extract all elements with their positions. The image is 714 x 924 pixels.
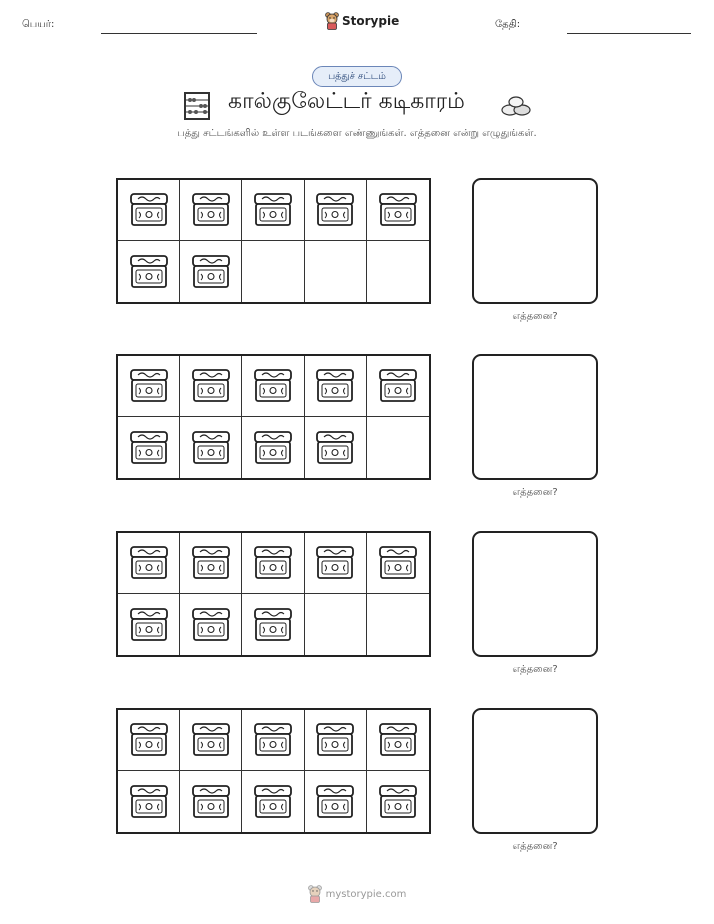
footer-url: mystorypie.com	[325, 888, 407, 900]
treasure-box-icon	[252, 544, 294, 582]
answer-box-1[interactable]	[472, 178, 598, 304]
treasure-box-icon	[377, 544, 419, 582]
frame-cell	[305, 241, 367, 302]
treasure-box-icon	[128, 429, 170, 467]
abacus-icon	[183, 91, 211, 121]
treasure-box-icon	[377, 367, 419, 405]
treasure-box-icon	[314, 544, 356, 582]
treasure-box-icon	[377, 721, 419, 759]
frame-cell	[305, 771, 367, 832]
instructions: பத்து சட்டங்களில் உள்ள படங்களை எண்ணுங்கள். எத்தனை என்று எழுதுங்கள்.	[177, 128, 537, 139]
treasure-box-icon	[377, 191, 419, 229]
answer-label-1: எத்தனை?	[512, 311, 558, 322]
treasure-box-icon	[190, 783, 232, 821]
frame-cell	[242, 417, 304, 478]
frame-cell	[367, 594, 429, 655]
answer-label-2: எத்தனை?	[512, 487, 558, 498]
frame-cell	[242, 180, 304, 241]
frame-cell	[305, 356, 367, 417]
treasure-box-icon	[128, 721, 170, 759]
frame-cell	[118, 771, 180, 832]
treasure-box-icon	[252, 606, 294, 644]
treasure-box-icon	[314, 783, 356, 821]
frame-cell	[305, 417, 367, 478]
treasure-box-icon	[252, 367, 294, 405]
treasure-box-icon	[190, 429, 232, 467]
frame-cell	[118, 594, 180, 655]
answer-label-3: எத்தனை?	[512, 664, 558, 675]
answer-box-3[interactable]	[472, 531, 598, 657]
treasure-box-icon	[314, 429, 356, 467]
pebbles-icon	[500, 93, 532, 117]
treasure-box-icon	[128, 191, 170, 229]
frame-cell	[118, 533, 180, 594]
frame-cell	[180, 594, 242, 655]
frame-cell	[242, 710, 304, 771]
frame-cell	[118, 710, 180, 771]
treasure-box-icon	[252, 783, 294, 821]
treasure-box-icon	[128, 606, 170, 644]
answer-label-4: எத்தனை?	[512, 841, 558, 852]
treasure-box-icon	[190, 544, 232, 582]
treasure-box-icon	[128, 783, 170, 821]
treasure-box-icon	[128, 544, 170, 582]
name-label: பெயர்:	[22, 19, 55, 30]
title-row	[0, 89, 714, 123]
frame-cell	[180, 710, 242, 771]
frame-cell	[242, 771, 304, 832]
frame-cell	[305, 594, 367, 655]
treasure-box-icon	[190, 721, 232, 759]
frame-cell	[367, 710, 429, 771]
treasure-box-icon	[190, 367, 232, 405]
frame-cell	[118, 417, 180, 478]
frame-cell	[305, 533, 367, 594]
frame-cell	[305, 710, 367, 771]
frame-cell	[367, 241, 429, 302]
ten-frame-4	[116, 708, 431, 834]
frame-cell	[305, 180, 367, 241]
frame-cell	[118, 241, 180, 302]
frame-cell	[180, 241, 242, 302]
topic-badge: பத்துச் சட்டம்	[312, 66, 402, 87]
treasure-box-icon	[252, 191, 294, 229]
answer-box-2[interactable]	[472, 354, 598, 480]
treasure-box-icon	[190, 253, 232, 291]
frame-cell	[180, 180, 242, 241]
ten-frame-2	[116, 354, 431, 480]
treasure-box-icon	[314, 721, 356, 759]
treasure-box-icon	[128, 367, 170, 405]
frame-cell	[180, 417, 242, 478]
frame-cell	[367, 180, 429, 241]
treasure-box-icon	[314, 191, 356, 229]
frame-cell	[180, 771, 242, 832]
frame-cell	[367, 356, 429, 417]
frame-cell	[367, 771, 429, 832]
date-field[interactable]	[567, 33, 691, 34]
answer-box-4[interactable]	[472, 708, 598, 834]
worksheet-title: கால்குலேட்டர் கடிகாரம்	[228, 89, 465, 114]
treasure-box-icon	[314, 367, 356, 405]
treasure-box-icon	[190, 191, 232, 229]
brand-name: Storypie	[342, 14, 400, 28]
bear-mascot-icon	[325, 12, 339, 30]
frame-cell	[367, 533, 429, 594]
treasure-box-icon	[128, 253, 170, 291]
frame-cell	[242, 356, 304, 417]
frame-cell	[367, 417, 429, 478]
frame-cell	[118, 356, 180, 417]
frame-cell	[242, 241, 304, 302]
frame-cell	[180, 533, 242, 594]
treasure-box-icon	[190, 606, 232, 644]
bear-mascot-icon	[308, 885, 322, 903]
frame-cell	[242, 594, 304, 655]
ten-frame-3	[116, 531, 431, 657]
date-label: தேதி:	[495, 19, 521, 30]
treasure-box-icon	[377, 783, 419, 821]
frame-cell	[118, 180, 180, 241]
ten-frame-1	[116, 178, 431, 304]
footer	[0, 885, 714, 903]
storypie-logo	[325, 12, 399, 30]
frame-cell	[180, 356, 242, 417]
treasure-box-icon	[252, 429, 294, 467]
frame-cell	[242, 533, 304, 594]
treasure-box-icon	[252, 721, 294, 759]
name-field[interactable]	[101, 33, 257, 34]
